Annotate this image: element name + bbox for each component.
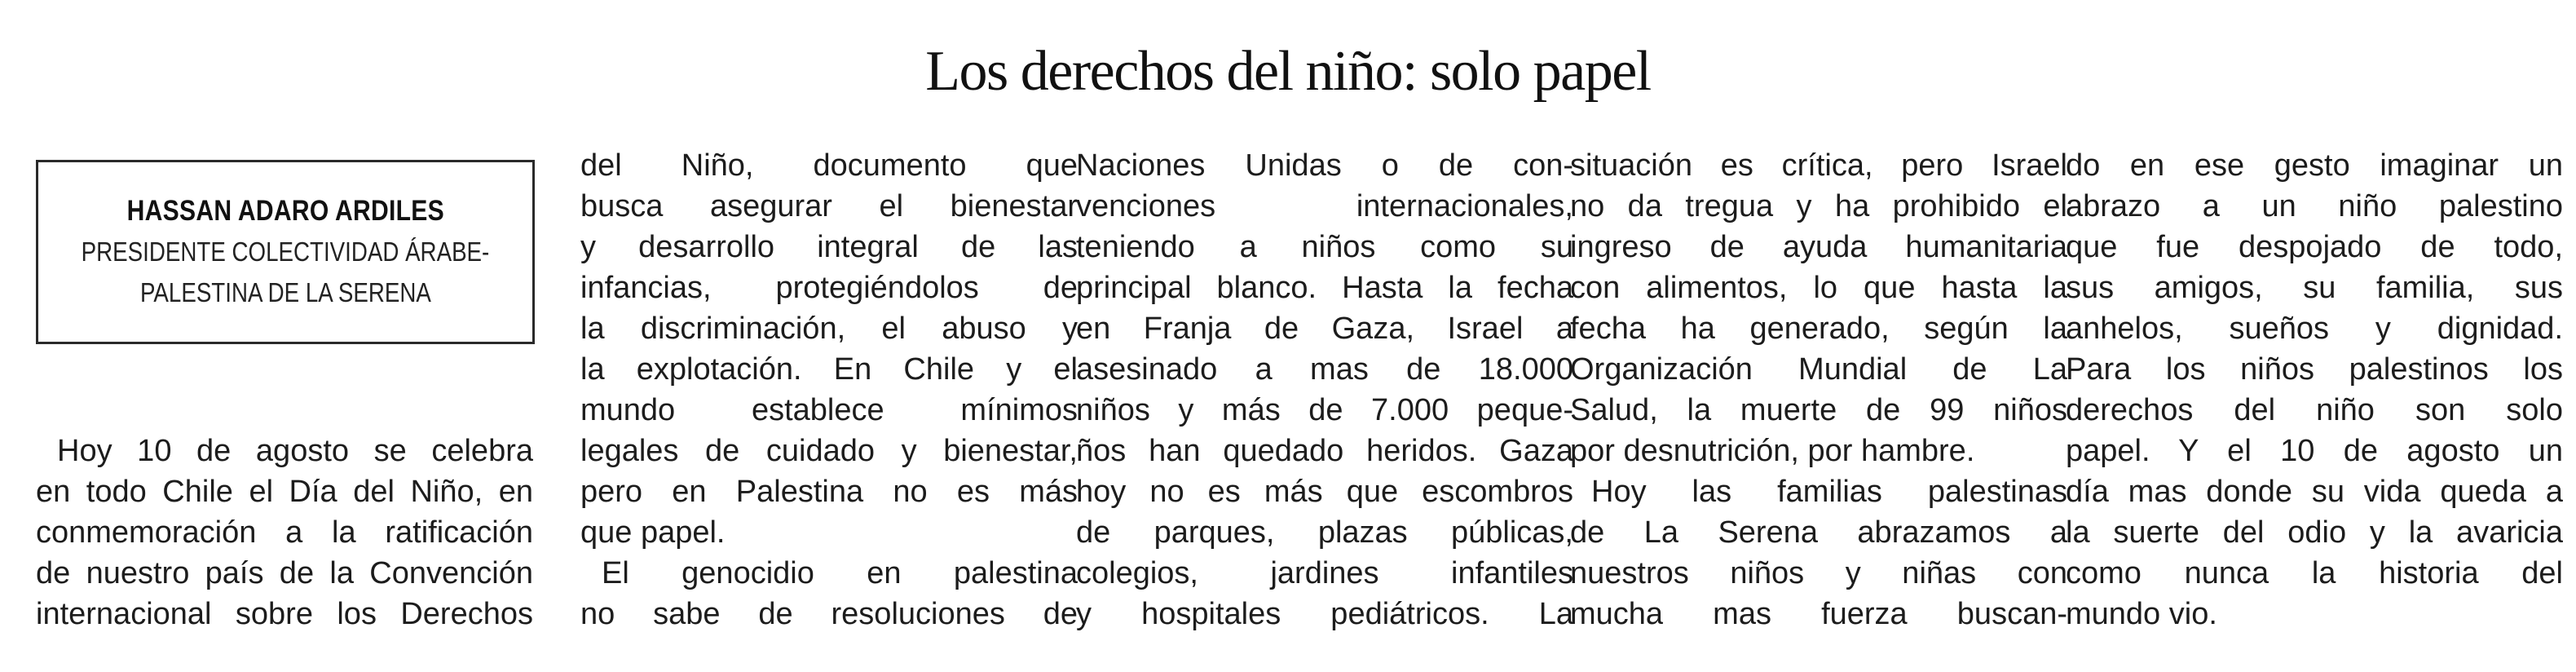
text-line: Organización Mundial de La <box>1570 352 2067 387</box>
article-column-2 <box>580 145 1078 634</box>
text-line: venciones internacionales, <box>1076 189 1573 223</box>
text-line: derechos del niño son solo <box>2066 393 2563 427</box>
text-line: en Franja de Gaza, Israel a <box>1076 312 1573 346</box>
text-line: y hospitales pediátricos. La <box>1076 597 1573 631</box>
text-line: que papel. <box>580 515 726 550</box>
author-role-line-1: PRESIDENTE COLECTIVIDAD ÁRABE- <box>81 237 490 267</box>
author-byline-box <box>36 160 535 344</box>
text-line: de La Serena abrazamos a <box>1570 515 2067 550</box>
text-line: internacional sobre los Derechos <box>36 597 533 631</box>
text-line: Salud, la muerte de 99 niños <box>1570 393 2067 427</box>
text-line: mundo establece mínimos <box>580 393 1078 427</box>
text-line: do en ese gesto imaginar un <box>2066 148 2563 183</box>
text-line: que fue despojado de todo, <box>2066 230 2563 264</box>
text-line: mundo vio. <box>2066 597 2217 631</box>
text-line: como nunca la historia del <box>2066 556 2563 590</box>
text-line: asesinado a mas de 18.000 <box>1076 352 1573 387</box>
text-line: del Niño, documento que <box>580 148 1078 183</box>
text-line: fecha ha generado, según la <box>1570 312 2067 346</box>
text-line: anhelos, sueños y dignidad. <box>2066 312 2563 346</box>
text-line: la discriminación, el abuso y <box>580 312 1078 346</box>
author-role-line-2: PALESTINA DE LA SERENA <box>139 277 431 307</box>
article-headline: Los derechos del niño: solo papel <box>925 40 1651 103</box>
article-column-1 <box>36 431 533 634</box>
text-line: teniendo a niños como su <box>1076 230 1573 264</box>
article-column-3 <box>1076 145 1573 634</box>
article-column-5 <box>2066 145 2563 634</box>
text-line: en todo Chile el Día del Niño, en <box>36 475 533 509</box>
text-line: busca asegurar el bienestar <box>580 189 1078 223</box>
text-line: ingreso de ayuda humanitaria <box>1570 230 2067 264</box>
text-line: hoy no es más que escombros <box>1076 475 1573 509</box>
text-line: no sabe de resoluciones de <box>580 597 1078 631</box>
text-line: con alimentos, lo que hasta la <box>1570 271 2067 305</box>
text-line: por desnutrición, por hambre. <box>1570 434 1975 468</box>
text-line: Naciones Unidas o de con- <box>1076 148 1573 183</box>
text-line: conmemoración a la ratificación <box>36 515 533 550</box>
text-line: la explotación. En Chile y el <box>580 352 1078 387</box>
text-line: principal blanco. Hasta la fecha <box>1076 271 1573 305</box>
text-line: infancias, protegiéndolos de <box>580 271 1078 305</box>
text-line: pero en Palestina no es más <box>580 475 1078 509</box>
text-line: situación es crítica, pero Israel <box>1570 148 2067 183</box>
text-line: legales de cuidado y bienestar, <box>580 434 1078 468</box>
text-line: Para los niños palestinos los <box>2066 352 2563 387</box>
article-column-4 <box>1570 145 2067 634</box>
text-line: abrazo a un niño palestino <box>2066 189 2563 223</box>
text-line: nuestros niños y niñas con <box>1570 556 2067 590</box>
text-line: El genocidio en palestina <box>602 556 1078 590</box>
text-line: papel. Y el 10 de agosto un <box>2066 434 2563 468</box>
text-line: ños han quedado heridos. Gaza <box>1076 434 1573 468</box>
text-line: de parques, plazas públicas, <box>1076 515 1573 550</box>
text-line: día mas donde su vida queda a <box>2066 475 2563 509</box>
text-line: mucha mas fuerza buscan- <box>1570 597 2067 631</box>
text-line: Hoy las familias palestinas <box>1591 475 2067 509</box>
text-line: Hoy 10 de agosto se celebra <box>57 434 533 468</box>
author-name: HASSAN ADARO ARDILES <box>126 195 444 227</box>
text-line: la suerte del odio y la avaricia <box>2066 515 2563 550</box>
text-line: niños y más de 7.000 peque- <box>1076 393 1573 427</box>
text-line: y desarrollo integral de las <box>580 230 1078 264</box>
text-line: sus amigos, su familia, sus <box>2066 271 2563 305</box>
text-line: no da tregua y ha prohibido el <box>1570 189 2067 223</box>
text-line: colegios, jardines infantiles <box>1076 556 1573 590</box>
text-line: de nuestro país de la Convención <box>36 556 533 590</box>
